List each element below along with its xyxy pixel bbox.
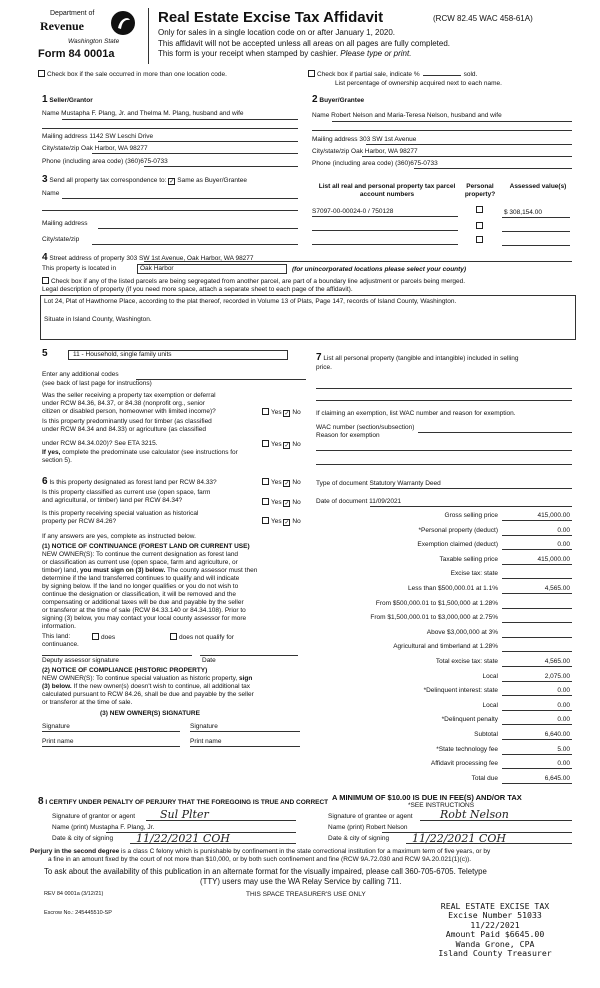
tax-row-value[interactable]: 415,000.00 (537, 512, 570, 519)
personal-check-1[interactable] (476, 206, 485, 215)
cont-line: or classification as current use (open space, farm and agriculture, or (42, 559, 238, 566)
does-check[interactable]: does (92, 633, 115, 642)
grantor-name-value[interactable]: Mustapha F. Plang, Jr. (89, 824, 155, 831)
tax-row-value[interactable]: 0.00 (557, 526, 570, 534)
list-percentage-note: List percentage of ownership acquired next to each name. (335, 80, 502, 87)
partial-sale-check[interactable]: Check box if partial sale, indicate % sold. (308, 70, 477, 79)
sec3-address-label: Mailing address (42, 220, 88, 227)
logo-state: Washington State (68, 38, 120, 45)
hist-line: NEW OWNER(S): To continue special valuation as historic property, sign (42, 675, 253, 682)
stamp-line: Excise Number 51033 (448, 910, 542, 921)
cont-line: determine if the land transferred continues to qualify and will indicate (42, 575, 240, 582)
cont-line: or transferor at the time of sale (RCW 84.33.140 or 84.34.108). Prior to (42, 607, 246, 614)
segregated-check[interactable]: Check box if any of the listed parcels are being segregated from another parcel, are part of a boundary line adjustment or parcels being merged. (42, 277, 465, 286)
tax-row-label: Affidavit processing fee (430, 760, 498, 768)
parcel-col-header: List all real and personal property tax parcel account numbers (318, 183, 456, 198)
hist-line: or transferor at the time of sale. (42, 699, 133, 706)
tax-row-value[interactable]: 6,640.00 (544, 731, 570, 738)
tax-row-value[interactable]: 0.00 (557, 716, 570, 724)
alt-format-1: To ask about the availability of this publication in an alternate format for the visually impaired, please call 360-705-6705. Teletype (44, 867, 487, 876)
sec3-city-label: City/state/zip (42, 236, 80, 243)
buyer-address-row: Mailing address 303 SW 1st Avenue (312, 136, 417, 143)
located-row: This property is located in (42, 265, 117, 272)
sec5-num: 5 (42, 348, 48, 359)
grantee-date-row: Date & city of signing (328, 835, 390, 842)
tax-row-label: *Personal property (deduct) (418, 526, 498, 534)
tax-row-label: Less than $500,000.01 at 1.1% (408, 585, 498, 592)
q-exemption-2: under RCW 84.36, 84.37, or 84.38 (nonprofit org., senior (42, 400, 205, 407)
rev-number: REV 84 0001a (3/12/21) (44, 891, 104, 897)
logo-dept: Department of (50, 10, 95, 17)
perjury-line-1: Perjury in the second degree is a class C felony which is punishable by confinement in the state correctional institution for a maximum term of five years, or by (30, 848, 491, 855)
tax-row-line (502, 651, 572, 652)
yes-no-historic[interactable]: Yes ✓ No (262, 517, 301, 526)
yes-no-timber[interactable]: Yes ✓ No (262, 440, 301, 449)
tax-row-label: From $500,000.01 to $1,500,000 at 1.28% (375, 599, 498, 607)
tax-row-line (502, 754, 572, 755)
legal-line-1: Lot 24, Plat of Hawthorne Place, according to the plat thereof, recorded in Volume 13 of Plats, Page 147, records of Island County, Washington. (44, 298, 457, 305)
tax-row-label: Excise tax: state (450, 570, 498, 578)
tax-row-line (502, 608, 572, 609)
exemption-note: If claiming an exemption, list WAC number and reason for exemption. (316, 410, 516, 417)
location-select[interactable]: Oak Harbor (137, 264, 287, 274)
multi-location-check[interactable]: Check box if the sale occurred in more than one location code. (38, 70, 227, 79)
if-yes-note: If yes, complete the predominate use calculator (see instructions for (42, 449, 238, 456)
seller-city-value[interactable]: Oak Harbor, WA 98277 (81, 145, 148, 152)
buyer-name-row: Name Robert Nelson and Maria-Teresa Nelson, husband and wife (312, 112, 502, 119)
grantee-name-value[interactable]: Robert Nelson (365, 824, 408, 831)
tax-row-line (502, 535, 572, 536)
tax-row-label: Exemption claimed (deduct) (417, 541, 498, 549)
sec7-line1: 7 List all personal property (tangible and intangible) included in selling (316, 352, 519, 363)
tax-row-value[interactable]: 6,645.00 (544, 774, 570, 782)
grantor-signature[interactable]: Sul Plter (160, 808, 209, 821)
stamp-line: REAL ESTATE EXCISE TAX (440, 901, 550, 911)
does-not-check[interactable]: does not qualify for (170, 633, 234, 642)
tax-row-line (502, 578, 572, 579)
q-current-use-1: Is this property classified as current use (open space, farm (42, 489, 211, 496)
this-land-row: This land: (42, 633, 71, 640)
reason-label: Reason for exemption (316, 432, 380, 439)
buyer-city-row: City/state/zip Oak Harbor, WA 98277 (312, 148, 418, 155)
q-forest: 6 Is this property designated as forest land per RCW 84.33? (42, 476, 217, 487)
grantor-name-row: Name (print) Mustapha F. Plang, Jr. (52, 824, 155, 831)
minimum-note: A MINIMUM OF $10.00 IS DUE IN FEE(S) AND/OR TAX (332, 793, 522, 802)
tax-row-value[interactable]: 0.00 (557, 687, 570, 695)
form-title: Real Estate Excise Tax Affidavit (158, 9, 384, 26)
see-instructions: *SEE INSTRUCTIONS (408, 802, 475, 809)
certify-line: 8 I CERTIFY UNDER PENALTY OF PERJURY THAT THE FOREGOING IS TRUE AND CORRECT (38, 796, 329, 807)
if-yes-note-2: section 5). (42, 457, 72, 464)
deputy-label: Deputy assessor signature (42, 657, 119, 664)
seller-address-row: Mailing address 1142 SW Leschi Drive (42, 133, 154, 140)
tax-row-line (502, 666, 572, 667)
treasurer-only: THIS SPACE TREASURER'S USE ONLY (246, 891, 366, 898)
tax-row-label: Taxable selling price (439, 555, 498, 563)
tax-row-label: *State technology fee (436, 745, 498, 753)
escrow-number: Escrow No.: 245445510-SP (44, 910, 112, 916)
tax-row-label: Agricultural and timberland at 1.28% (393, 643, 498, 651)
doc-date-row: Date of document 11/09/2021 (316, 498, 402, 505)
personal-check-2[interactable] (476, 222, 485, 231)
grantee-date-city[interactable]: 11/22/2021 COH (412, 832, 506, 845)
cont-line: by signing below. If the land no longer qualifies or you do not wish to (42, 583, 239, 590)
owner-sig-label-1: Signature (42, 723, 70, 730)
cont-line: information. (42, 623, 76, 630)
wac-label: WAC number (section/subsection) (316, 424, 415, 431)
seller-phone-row: Phone (including area code) (360)675-0733 (42, 158, 168, 165)
tax-row-value[interactable]: 4,565.00 (544, 585, 570, 592)
doc-type-row: Type of document Statutory Warranty Deed (316, 480, 441, 487)
buyer-name-value[interactable]: Robert Nelson and Maria-Teresa Nelson, husband and wife (331, 112, 502, 119)
deputy-date-label: Date (202, 657, 216, 664)
buyer-address-value[interactable]: 303 SW 1st Avenue (359, 136, 417, 143)
grantee-sig-label: Signature of grantee or agent (328, 813, 413, 820)
seller-city-row: City/state/zip Oak Harbor, WA 98277 (42, 145, 148, 152)
same-as-buyer-check[interactable] (168, 178, 175, 185)
sec7-line2: price. (316, 364, 332, 371)
tax-row-value[interactable]: 2,075.00 (544, 672, 570, 680)
cont-line: continue the designation or classification, it will be removed and the (42, 591, 237, 598)
q-exemption-1: Was the seller receiving a property tax exemption or deferral (42, 392, 216, 399)
header-line1: Only for sales in a single location code on or after January 1, 2020. (158, 28, 396, 37)
tax-row-label: *Delinquent penalty (441, 716, 498, 724)
tax-row-line (502, 637, 572, 638)
q-timber-3: under RCW 84.34.020)? See ETA 3215. (42, 440, 158, 447)
tax-row-label: Total excise tax: state (435, 658, 498, 665)
tax-row-line (502, 681, 572, 682)
cont-line: signing (3) below, you may contact your local county assessor for more (42, 615, 247, 622)
tax-row-value[interactable]: 0.00 (557, 760, 570, 768)
legal-label: Legal description of property (if you need more space, attach a separate sheet to each page of the affidavit). (42, 286, 353, 293)
tax-row-label: Total due (471, 774, 498, 782)
seller-address-value[interactable]: 1142 SW Leschi Drive (89, 133, 154, 140)
logo-revenue: Revenue (40, 19, 84, 33)
owner-print-label-1: Print name (42, 738, 74, 745)
tax-row-line (502, 739, 572, 740)
tax-row-line (502, 622, 572, 623)
tax-row-value[interactable]: 4,565.00 (544, 658, 570, 665)
street-value[interactable]: 303 SW 1st Avenue, Oak Harbor, WA 98277 (126, 255, 254, 262)
q-timber-2: under RCW 84.34 and 84.33) or agriculture (as classified (42, 426, 207, 433)
buyer-heading: 2 Buyer/Grantee (312, 94, 365, 105)
stamp-line: Wanda Grone, CPA (455, 938, 535, 949)
buyer-phone-row: Phone (including area code) (360)675-0733 (312, 160, 438, 167)
perjury-line-2: a fine in an amount fixed by the court of not more than $10,000, or by both such confinement and fine (RCW 9A.72.030 and RCW 9A.20.021(1)(c)). (48, 856, 472, 863)
hist-line: calculated pursuant to RCW 84.26, shall be due and payable by the seller (42, 691, 254, 698)
new-owner-heading: (3) NEW OWNER(S) SIGNATURE (100, 710, 200, 717)
treasurer-stamp (420, 902, 570, 959)
owner-sig-label-2: Signature (190, 723, 218, 730)
q-timber-1: Is this property predominantly used for timber (as classified (42, 418, 212, 425)
tax-row-value[interactable]: 5.00 (557, 745, 570, 753)
street-row: 4 Street address of property 303 SW 1st Avenue, Oak Harbor, WA 98277 (42, 252, 254, 263)
legal-description-box[interactable] (40, 295, 576, 340)
tax-row-line (502, 549, 572, 550)
grantee-name-row: Name (print) Robert Nelson (328, 824, 408, 831)
tax-row-line (502, 593, 572, 594)
tax-row-value[interactable]: 415,000.00 (537, 555, 570, 563)
header-line2: This affidavit will not be accepted unless all areas on all pages are fully completed. (158, 39, 451, 48)
grantor-date-city[interactable]: 11/22/2021 COH (136, 832, 230, 845)
seller-name-value[interactable]: Mustapha F. Plang, Jr. and Thelma M. Plang, husband and wife (61, 110, 244, 117)
historic-heading: (2) NOTICE OF COMPLIANCE (HISTORIC PROPERTY) (42, 667, 208, 674)
seller-heading: 1 Seller/Grantor (42, 94, 93, 105)
grantee-signature[interactable]: Robt Nelson (440, 808, 509, 821)
form-number: Form 84 0001a (38, 48, 115, 60)
sec3-heading: 3 Send all property tax correspondence to: ✓ Same as Buyer/Grantee (42, 174, 247, 186)
tax-row-line (502, 710, 572, 711)
header-line3: This form is your receipt when stamped by cashier. Please type or print. (158, 49, 412, 58)
yes-no-current-use[interactable]: Yes ✓ No (262, 498, 301, 507)
tax-row-label: Gross selling price (444, 512, 498, 519)
stamp-line: Island County Treasurer (438, 948, 552, 959)
tax-row-line (502, 695, 572, 696)
seller-name-row: Name Mustapha F. Plang, Jr. and Thelma M. Plang, husband and wife (42, 110, 244, 117)
tax-row-label: Above $3,000,000 at 3% (426, 628, 498, 636)
grantor-date-row: Date & city of signing (52, 835, 114, 842)
parcel-number[interactable]: S7097-00-00024-0 / 750128 (312, 208, 394, 215)
tax-row-value[interactable]: 0.00 (557, 701, 570, 709)
continuance-word: continuance. (42, 641, 79, 648)
alt-format-2: (TTY) users may use the WA Relay Service by calling 711. (200, 877, 402, 886)
tax-row-label: From $1,500,000.01 to $3,000,000 at 2.75% (370, 614, 498, 622)
tax-row-line (502, 768, 572, 769)
stamp-line: 11/22/2021 (470, 919, 520, 930)
legal-line-2: Situate in Island County, Washington. (44, 315, 152, 323)
unincorporated-note: (for unincorporated locations please select your county) (292, 266, 467, 273)
assessed-col-header: Assessed value(s) (509, 183, 567, 190)
personal-col-header: Personal property? (464, 183, 496, 198)
tax-row-label: Subtotal (474, 731, 498, 738)
q-exemption-3: citizen or disabled person, homeowner with limited income)? (42, 408, 216, 415)
buyer-phone-value[interactable]: (360)675-0733 (395, 160, 438, 167)
grantor-sig-label: Signature of grantor or agent (52, 813, 136, 820)
yes-no-forest[interactable]: Yes ✓ No (262, 478, 301, 487)
cont-line: NEW OWNER(S): To continue the current designation as forest land (42, 551, 239, 558)
seller-phone-value[interactable]: (360)675-0733 (125, 158, 168, 165)
form-rcw: (RCW 82.45 WAC 458-61A) (433, 14, 533, 23)
owner-print-label-2: Print name (190, 738, 222, 745)
tax-row-label: Local (482, 672, 498, 680)
yes-no-exemption[interactable]: Yes ✓ No (262, 408, 301, 417)
continuance-heading: (1) NOTICE OF CONTINUANCE (FOREST LAND OR CURRENT USE) (42, 543, 250, 550)
tax-row-label: *Delinquent interest: state (423, 687, 498, 695)
q-historic-2: property per RCW 84.26? (42, 518, 117, 525)
sec3-name-label: Name (42, 190, 60, 197)
if-any-yes: If any answers are yes, complete as instructed below. (42, 533, 196, 540)
revenue-emblem-icon (110, 10, 136, 36)
buyer-city-value[interactable]: Oak Harbor, WA 98277 (351, 148, 418, 155)
tax-row-line (502, 564, 572, 565)
tax-row-value[interactable]: 0.00 (557, 541, 570, 549)
cont-line: timber) land, you must sign on (3) below. The county assessor must then (42, 567, 258, 574)
hist-line: (3) below. If the new owner(s) doesn't wish to continue, all additional tax (42, 683, 251, 690)
tax-row-line (502, 724, 572, 725)
codes-note: (see back of last page for instructions) (42, 380, 152, 387)
doc-date-value[interactable]: 11/09/2021 (369, 498, 402, 505)
stamp-line: Amount Paid $6645.00 (445, 929, 545, 940)
land-use-select[interactable]: 11 - Household, single family units (68, 350, 288, 360)
revenue-logo (38, 10, 148, 62)
codes-label: Enter any additional codes (42, 371, 119, 378)
q-current-use-2: and agricultural, or timber) land per RCW 84.34? (42, 497, 183, 504)
assessed-value[interactable]: $ 308,154.00 (504, 209, 542, 216)
tax-row-line (502, 783, 572, 784)
personal-check-3[interactable] (476, 236, 485, 245)
q-historic-1: Is this property receiving special valuation as historical (42, 510, 199, 517)
cont-line: compensating or additional taxes will be due and payable by the seller (42, 599, 244, 606)
tax-row-label: Local (482, 701, 498, 709)
tax-row-line (502, 520, 572, 521)
doc-type-value[interactable]: Statutory Warranty Deed (369, 480, 441, 487)
